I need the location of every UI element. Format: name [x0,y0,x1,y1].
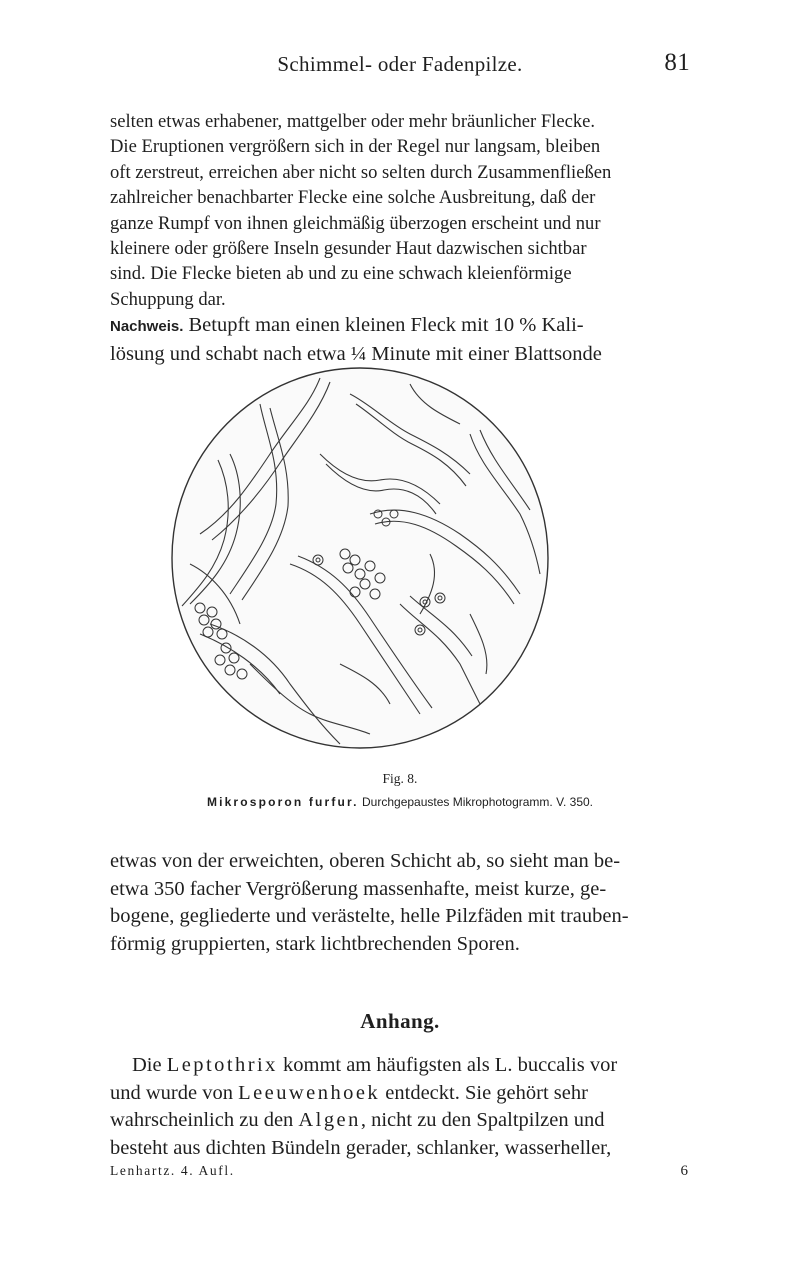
text-line: förmig gruppierten, stark lichtbrechenden Sporen. [110,932,520,955]
text-line: oft zerstreut, erreichen aber nicht so selten durch Zusammenfließen [110,161,612,183]
text-run: und wurde von [110,1081,239,1104]
text-line: bogene, gegliederte und verästelte, helle Pilzfäden mit trauben- [110,905,629,927]
text-line: Schuppung dar. [110,288,226,310]
term-leptothrix: Leptothrix [166,1054,278,1076]
nachweis-label: Nachweis. [110,318,184,335]
nachweis-text: Betupft man einen kleinen Fleck mit 10 % Kali- [183,314,584,336]
figure-caption [0,795,800,809]
figure-label: Fig. 8. [382,771,418,786]
signature-mark: 6 [680,1163,688,1179]
text-line: besteht aus dichten Bündeln gerader, schlanker, wasserheller, [110,1136,612,1159]
micrograph-drawing [170,364,550,754]
text-line: zahlreicher benachbarter Flecke eine solche Ausbreitung, daß der [110,187,596,209]
running-title: Schimmel- oder Fadenpilze. [277,52,523,76]
figure-caption-text: Durchgepaustes Mikrophotogramm. V. 350. [358,795,594,809]
appendix-paragraph [110,1052,690,1162]
text-line: etwas von der erweichten, oberen Schicht ab, so sieht man be- [110,850,621,872]
figure-micrograph [170,364,550,754]
text-run: kommt am häufigsten als L. buccalis vor [277,1054,618,1076]
text-line: kleinere oder größere Inseln gesunder Haut dazwischen sichtbar [110,238,587,260]
text-run: wahrscheinlich zu den [110,1109,299,1131]
text-run: Die [132,1054,167,1076]
figure-caption-species: Mikrosporon furfur. [206,795,359,809]
text-line: etwa 350 facher Vergrößerung massenhafte, meist kurze, ge- [110,877,607,900]
footer [110,1163,690,1179]
text-line: lösung und schabt nach etwa ¼ Minute mit einer Blattsonde [110,342,602,365]
text-run: , nicht zu den Spaltpilzen und [360,1109,605,1131]
text-line: selten etwas erhabener, mattgelber oder mehr bräunlicher Flecke. [110,111,596,132]
footer-author: Lenhartz. 4. Aufl. [110,1163,235,1178]
text-line [110,1107,690,1135]
section-heading: Anhang. [360,1009,440,1033]
text-line: ganze Rumpf von ihnen gleichmäßig überzogen erscheint und nur [110,212,601,234]
nachweis-paragraph [110,312,690,368]
paragraph-1 [110,109,690,312]
text-run: entdeckt. Sie gehört sehr [380,1081,588,1104]
text-line: Die Eruptionen vergrößern sich in der Regel nur langsam, bleiben [110,136,601,158]
paragraph-2 [110,848,690,958]
text-line [110,312,690,341]
text-line [110,1052,690,1080]
page-number: 81 [664,49,690,76]
term-leeuwenhoek: Leeuwenhoek [238,1081,381,1104]
text-line [110,1080,690,1108]
text-line: sind. Die Flecke bieten ab und zu eine schwach kleienförmige [110,263,572,285]
term-algen: Algen [298,1109,361,1131]
